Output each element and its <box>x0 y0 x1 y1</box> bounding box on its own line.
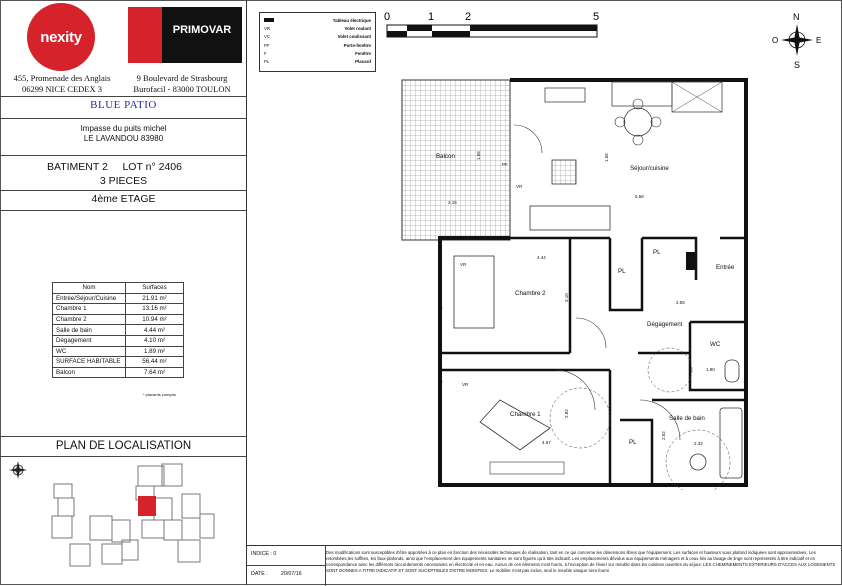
floor-label: 4ème ETAGE <box>91 193 156 205</box>
svg-text:2.15: 2.15 <box>448 200 457 205</box>
localisation-title: PLAN DE LOCALISATION <box>55 440 192 452</box>
lot-location-marker <box>138 496 156 516</box>
nexity-logo: nexity <box>27 3 95 71</box>
legend-box: Tableau électrique VR Volet roulant VC Volet coulissant PF Porte-fenêtre F Fenêtre PL Placard <box>259 12 376 72</box>
svg-text:PL: PL <box>618 268 626 275</box>
svg-text:2.32: 2.32 <box>694 441 703 446</box>
svg-text:PL: PL <box>653 249 661 256</box>
svg-text:F: F <box>440 380 443 385</box>
svg-text:Balcon: Balcon <box>436 153 455 160</box>
project-address: Impasse du puits michel LE LAVANDOU 83980 <box>80 124 167 143</box>
table-header: Nom Surfaces <box>53 283 184 294</box>
table-footnote: * placards compris <box>143 392 176 397</box>
bed-icon <box>480 400 550 450</box>
sink-icon <box>690 454 706 470</box>
svg-text:2.82: 2.82 <box>564 409 569 418</box>
compass-icon <box>770 10 830 72</box>
rooms-count: 3 PIECES <box>99 175 148 187</box>
toilet-icon <box>725 360 739 382</box>
table-row: WC 1.89 m² <box>53 346 184 357</box>
svg-text:S: S <box>794 60 801 70</box>
scale-tick-0: 0 <box>384 11 391 23</box>
svg-text:O: O <box>772 36 779 45</box>
svg-text:PF: PF <box>502 162 508 167</box>
table-row: Balcon 7.64 m² <box>53 367 184 378</box>
map-compass-icon <box>9 461 27 479</box>
localisation-map <box>2 458 242 582</box>
svg-text:5.56: 5.56 <box>635 194 644 199</box>
footer <box>247 545 841 585</box>
svg-text:WC: WC <box>710 341 721 348</box>
table-row: Dégagement 4.10 m² <box>53 335 184 346</box>
table-row: Chambre 2 10.94 m² <box>53 314 184 325</box>
svg-text:1.56: 1.56 <box>604 153 609 162</box>
electric-panel-icon <box>264 18 274 22</box>
svg-text:VR: VR <box>516 184 523 189</box>
scale-tick-5: 5 <box>593 11 600 23</box>
project-name: BLUE PATIO <box>90 99 157 111</box>
svg-text:PL: PL <box>629 439 637 446</box>
surfaces-table <box>52 282 184 378</box>
svg-text:F: F <box>440 306 443 311</box>
svg-text:VR: VR <box>462 382 469 387</box>
floor-plan <box>380 70 780 490</box>
date-value: 20/07/16 <box>281 571 302 577</box>
table-row: Chambre 1 13.16 m² <box>53 304 184 315</box>
svg-text:N: N <box>793 12 800 22</box>
svg-text:Entrée: Entrée <box>716 264 735 271</box>
electric-panel-icon <box>686 252 696 270</box>
svg-text:1.56: 1.56 <box>476 151 481 160</box>
svg-text:4.67: 4.67 <box>542 440 551 445</box>
footer-notes: Des modifications sont susceptibles d'être apportées à ce plan en fonction des nécessités techniques de réalisation, tant en ce qui concerne les dimensions libres que l'équipement. Les surfaces et hauteurs sous plafond indiquées sont approximatives. Les retombées,les soffites, les faux-plafonds, ainsi que l'emplacement des équipements sanitaires ne sont figurés qu'à titre indicatif. Les emplacements dévolus aux équipements ménagers et à ceux liés au lavage de linge sont représentés à titre indicatif et en correspondance avec les différents raccordements nécessaires en électricité et en eau. Aucun de ces éléments n'est fourni, à l'exception de l'évier sur meuble dans les cuisines ouvertes du séjour. LES CHEMINEMENTS EXTERIEURS D'ACCES AUX LOGEMENTS SONT DONNES A TITRE INDICATIF ET SONT SUCEPTIBLES D'ETRE MODIFIES. Le mobilier n'est pas inclus, seul le meuble vasque sera fourni <box>326 550 836 573</box>
svg-text:VR: VR <box>460 262 467 267</box>
table-row: Salle de bain 4.44 m² <box>53 325 184 336</box>
lot-info: BATIMENT 2 LOT n° 2406 <box>47 161 182 173</box>
svg-text:2.55: 2.55 <box>676 300 685 305</box>
svg-text:3.10: 3.10 <box>564 293 569 302</box>
primovar-logo: PRIMOVAR <box>128 7 242 63</box>
svg-text:Salle de bain: Salle de bain <box>669 415 705 422</box>
svg-text:2.02: 2.02 <box>661 431 666 440</box>
table-row: Entrée/Séjour/Cuisine 21.91 m² <box>53 293 184 304</box>
scale-bar <box>382 8 602 42</box>
svg-text:4.44: 4.44 <box>537 255 546 260</box>
svg-text:1.90: 1.90 <box>706 367 715 372</box>
sofa-icon <box>530 206 610 230</box>
address-toulon: 9 Boulevard de Strasbourg Burofacil - 83000 TOULON <box>133 73 231 94</box>
svg-text:E: E <box>816 36 822 45</box>
table-row-total: SURFACE HABITABLE 56.44 m² <box>53 357 184 368</box>
rug-icon <box>552 160 576 184</box>
balcony-area <box>402 80 510 240</box>
info-panel <box>0 0 247 585</box>
scale-tick-1: 1 <box>428 11 435 23</box>
scale-tick-2: 2 <box>465 11 472 23</box>
bathtub-icon <box>720 408 742 478</box>
indice-label: INDICE : 0 <box>251 551 277 557</box>
svg-text:Chambre 2: Chambre 2 <box>515 290 546 297</box>
address-nice: 455, Promenade des Anglais 06299 NICE CEDEX 3 <box>13 73 111 94</box>
svg-text:Séjour/cuisine: Séjour/cuisine <box>630 165 669 172</box>
svg-text:Dégagement: Dégagement <box>647 321 683 328</box>
svg-text:Chambre 1: Chambre 1 <box>510 411 541 418</box>
date-label: DATE : <box>251 571 268 577</box>
